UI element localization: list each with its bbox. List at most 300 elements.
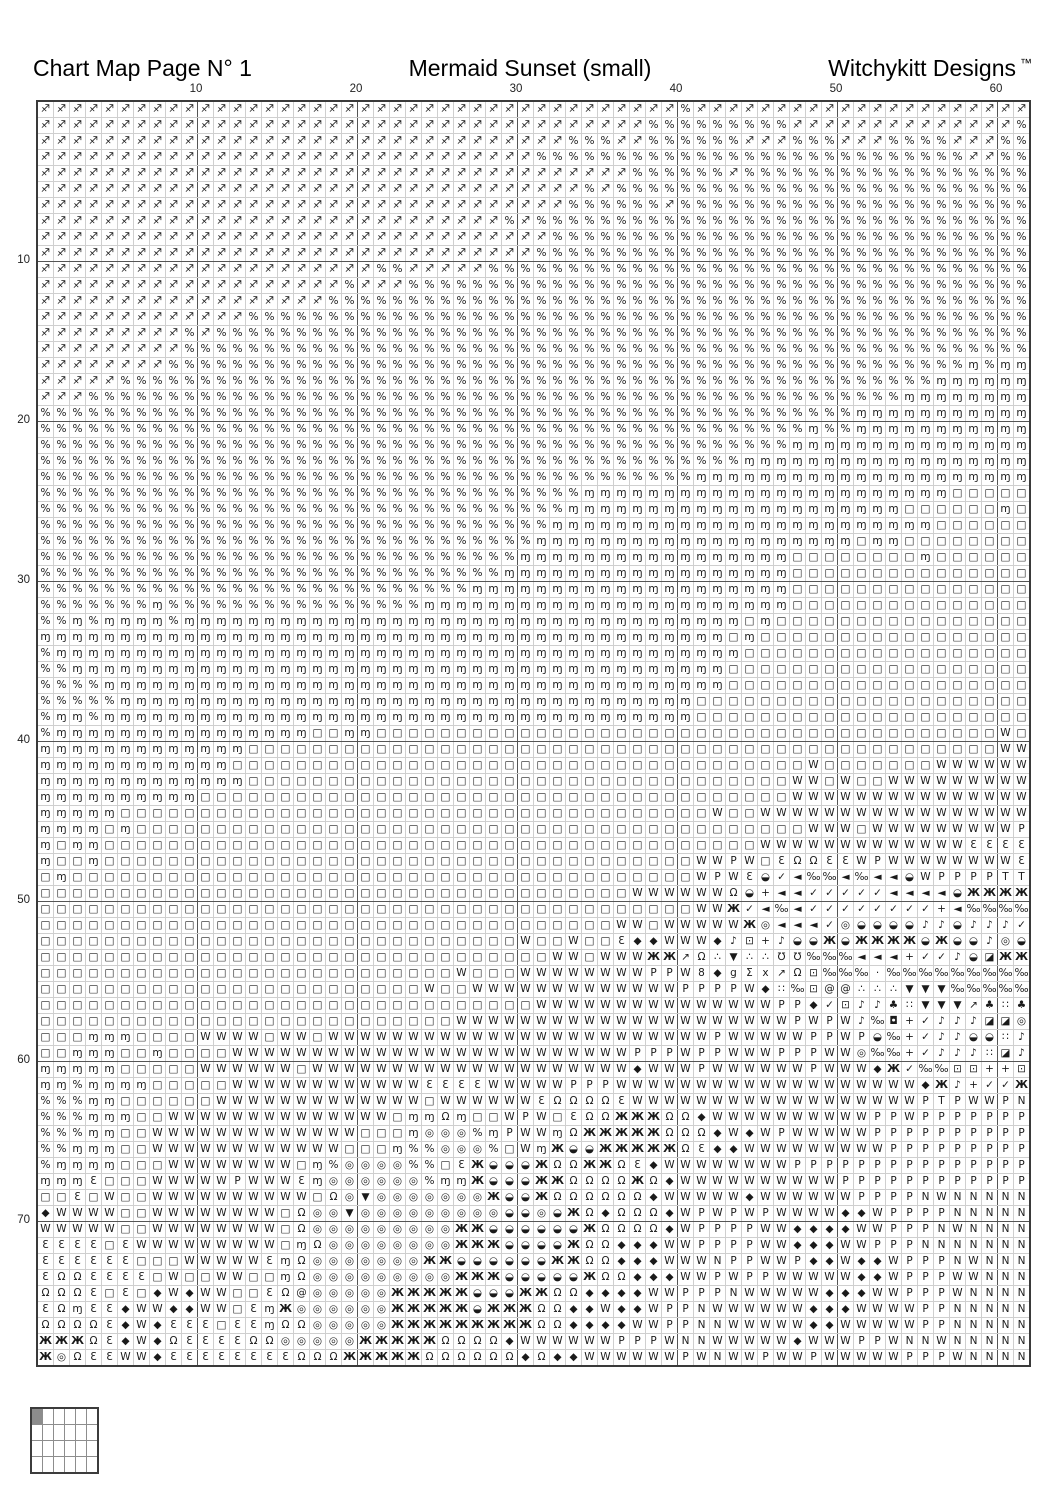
stitch-cell: W: [598, 982, 614, 998]
stitch-cell: ◆: [582, 1318, 598, 1334]
stitch-cell: □: [438, 870, 454, 886]
stitch-cell: ◎: [326, 1206, 342, 1222]
stitch-cell: %: [54, 662, 70, 678]
stitch-cell: □: [150, 1110, 166, 1126]
stitch-cell: ɱ: [294, 630, 310, 646]
stitch-cell: ♐: [70, 326, 86, 342]
stitch-cell: ɱ: [230, 742, 246, 758]
stitch-cell: ɱ: [934, 454, 950, 470]
stitch-cell: □: [230, 870, 246, 886]
stitch-cell: Σ: [742, 966, 758, 982]
stitch-cell: %: [278, 518, 294, 534]
stitch-cell: □: [726, 710, 742, 726]
stitch-cell: ɱ: [822, 518, 838, 534]
stitch-cell: %: [774, 198, 790, 214]
stitch-cell: □: [870, 742, 886, 758]
stitch-cell: %: [838, 422, 854, 438]
stitch-cell: %: [470, 470, 486, 486]
stitch-cell: ɱ: [1014, 374, 1031, 390]
stitch-cell: %: [374, 342, 390, 358]
stitch-cell: ◆: [854, 1206, 870, 1222]
row-label-50: 50: [17, 894, 30, 906]
stitch-cell: Ɛ: [102, 1318, 118, 1334]
stitch-cell: W: [246, 1254, 262, 1270]
stitch-cell: ɱ: [646, 486, 662, 502]
stitch-cell: ♐: [214, 214, 230, 230]
stitch-cell: □: [278, 966, 294, 982]
stitch-cell: ɱ: [470, 614, 486, 630]
stitch-cell: W: [246, 1094, 262, 1110]
stitch-cell: □: [422, 1094, 438, 1110]
stitch-cell: %: [822, 150, 838, 166]
stitch-cell: ◎: [358, 1206, 374, 1222]
stitch-cell: ɱ: [806, 534, 822, 550]
stitch-cell: Ж: [630, 1126, 646, 1142]
stitch-cell: □: [310, 854, 326, 870]
stitch-cell: %: [182, 406, 198, 422]
stitch-cell: %: [358, 534, 374, 550]
stitch-cell: ♐: [37, 118, 54, 134]
stitch-cell: □: [582, 774, 598, 790]
stitch-cell: %: [150, 406, 166, 422]
stitch-cell: □: [1014, 518, 1031, 534]
stitch-cell: W: [886, 822, 902, 838]
stitch-cell: %: [438, 358, 454, 374]
stitch-cell: P: [918, 1270, 934, 1286]
stitch-cell: □: [774, 758, 790, 774]
stitch-cell: W: [534, 1062, 550, 1078]
stitch-cell: ɱ: [70, 1046, 86, 1062]
stitch-cell: %: [694, 198, 710, 214]
stitch-cell: P: [790, 998, 806, 1014]
stitch-cell: %: [758, 182, 774, 198]
stitch-cell: ɱ: [518, 614, 534, 630]
stitch-cell: ‰: [886, 966, 902, 982]
stitch-cell: □: [838, 550, 854, 566]
stitch-cell: □: [246, 1270, 262, 1286]
stitch-cell: □: [902, 598, 918, 614]
stitch-cell: W: [246, 1238, 262, 1254]
stitch-cell: ◆: [646, 1158, 662, 1174]
stitch-cell: %: [70, 1126, 86, 1142]
stitch-cell: ◆: [118, 1318, 134, 1334]
stitch-cell: Ж: [518, 1286, 534, 1302]
stitch-cell: %: [870, 294, 886, 310]
stitch-cell: ɱ: [70, 1062, 86, 1078]
stitch-cell: ɱ: [726, 646, 742, 662]
stitch-cell: ɱ: [550, 550, 566, 566]
stitch-cell: W: [566, 1334, 582, 1350]
stitch-cell: □: [182, 886, 198, 902]
stitch-cell: %: [934, 262, 950, 278]
stitch-cell: ♐: [54, 326, 70, 342]
stitch-cell: %: [422, 534, 438, 550]
stitch-cell: ɱ: [182, 694, 198, 710]
stitch-cell: □: [166, 902, 182, 918]
stitch-cell: %: [918, 262, 934, 278]
stitch-cell: %: [790, 374, 806, 390]
stitch-cell: □: [1014, 534, 1031, 550]
stitch-cell: ɱ: [486, 1126, 502, 1142]
stitch-cell: %: [806, 198, 822, 214]
stitch-cell: %: [294, 422, 310, 438]
stitch-cell: P: [646, 966, 662, 982]
stitch-cell: □: [998, 614, 1014, 630]
stitch-cell: W: [230, 1126, 246, 1142]
stitch-cell: □: [326, 998, 342, 1014]
stitch-cell: %: [758, 342, 774, 358]
stitch-cell: □: [230, 918, 246, 934]
stitch-cell: W: [262, 1142, 278, 1158]
stitch-cell: □: [310, 822, 326, 838]
stitch-cell: □: [742, 678, 758, 694]
stitch-cell: □: [1014, 486, 1031, 502]
stitch-cell: ɱ: [662, 694, 678, 710]
stitch-cell: %: [934, 198, 950, 214]
stitch-cell: %: [838, 182, 854, 198]
stitch-cell: %: [438, 406, 454, 422]
stitch-cell: W: [886, 1078, 902, 1094]
stitch-cell: ♐: [358, 150, 374, 166]
stitch-cell: %: [470, 454, 486, 470]
stitch-cell: %: [86, 406, 102, 422]
stitch-cell: %: [822, 214, 838, 230]
stitch-cell: %: [630, 406, 646, 422]
stitch-cell: %: [726, 294, 742, 310]
stitch-cell: ♐: [454, 118, 470, 134]
stitch-cell: %: [790, 310, 806, 326]
stitch-cell: ♐: [838, 134, 854, 150]
stitch-cell: ▼: [950, 998, 966, 1014]
stitch-cell: %: [646, 374, 662, 390]
stitch-cell: Ɛ: [102, 1270, 118, 1286]
stitch-cell: □: [870, 726, 886, 742]
stitch-cell: %: [86, 438, 102, 454]
stitch-cell: □: [118, 870, 134, 886]
stitch-cell: %: [806, 358, 822, 374]
stitch-cell: □: [246, 758, 262, 774]
stitch-cell: □: [790, 646, 806, 662]
stitch-cell: %: [502, 454, 518, 470]
stitch-cell: □: [342, 870, 358, 886]
stitch-cell: ‰: [806, 950, 822, 966]
stitch-cell: W: [198, 1254, 214, 1270]
stitch-cell: Ω: [550, 1190, 566, 1206]
stitch-cell: □: [630, 790, 646, 806]
stitch-cell: W: [694, 870, 710, 886]
stitch-cell: □: [470, 998, 486, 1014]
stitch-cell: P: [966, 1174, 982, 1190]
stitch-cell: ♐: [166, 246, 182, 262]
stitch-cell: ɱ: [614, 502, 630, 518]
stitch-cell: □: [422, 758, 438, 774]
stitch-cell: ♐: [374, 166, 390, 182]
stitch-cell: □: [486, 966, 502, 982]
stitch-cell: □: [646, 918, 662, 934]
stitch-cell: ◎: [310, 1286, 326, 1302]
stitch-cell: %: [838, 358, 854, 374]
stitch-cell: %: [1014, 166, 1031, 182]
stitch-cell: N: [998, 1286, 1014, 1302]
stitch-cell: ɱ: [486, 662, 502, 678]
stitch-cell: P: [854, 1334, 870, 1350]
stitch-cell: %: [454, 310, 470, 326]
stitch-cell: %: [838, 326, 854, 342]
stitch-cell: ♐: [406, 118, 422, 134]
stitch-cell: %: [230, 390, 246, 406]
stitch-cell: □: [358, 918, 374, 934]
stitch-cell: Ж: [886, 934, 902, 950]
stitch-cell: ɱ: [454, 1174, 470, 1190]
stitch-cell: %: [758, 390, 774, 406]
stitch-cell: %: [518, 422, 534, 438]
stitch-cell: ♐: [230, 294, 246, 310]
stitch-cell: %: [118, 534, 134, 550]
stitch-cell: Ɛ: [966, 838, 982, 854]
stitch-cell: %: [326, 598, 342, 614]
stitch-cell: W: [950, 806, 966, 822]
stitch-cell: %: [166, 598, 182, 614]
stitch-cell: □: [934, 662, 950, 678]
stitch-cell: Ω: [278, 1286, 294, 1302]
stitch-cell: %: [934, 246, 950, 262]
stitch-cell: □: [502, 966, 518, 982]
stitch-cell: ɱ: [198, 614, 214, 630]
stitch-cell: ♐: [118, 214, 134, 230]
stitch-cell: %: [278, 310, 294, 326]
stitch-cell: □: [950, 502, 966, 518]
stitch-cell: ♐: [870, 101, 886, 118]
stitch-cell: %: [902, 374, 918, 390]
stitch-cell: □: [486, 790, 502, 806]
stitch-cell: □: [54, 982, 70, 998]
stitch-cell: □: [534, 902, 550, 918]
stitch-cell: ◆: [150, 1318, 166, 1334]
stitch-cell: □: [294, 838, 310, 854]
stitch-cell: %: [198, 374, 214, 390]
stitch-cell: ɱ: [726, 550, 742, 566]
stitch-cell: %: [582, 454, 598, 470]
stitch-cell: □: [726, 678, 742, 694]
stitch-cell: □: [214, 1046, 230, 1062]
stitch-cell: %: [1014, 342, 1031, 358]
stitch-cell: ɱ: [662, 662, 678, 678]
stitch-cell: ɱ: [998, 390, 1014, 406]
stitch-cell: □: [150, 902, 166, 918]
stitch-cell: ♐: [390, 182, 406, 198]
stitch-cell: W: [630, 1014, 646, 1030]
stitch-cell: %: [806, 150, 822, 166]
stitch-cell: □: [566, 854, 582, 870]
grid-row-13: [37, 294, 1030, 310]
stitch-cell: W: [1014, 742, 1031, 758]
stitch-cell: ♐: [118, 342, 134, 358]
stitch-cell: □: [598, 758, 614, 774]
stitch-cell: W: [214, 1302, 230, 1318]
stitch-cell: □: [438, 822, 454, 838]
stitch-cell: □: [854, 582, 870, 598]
stitch-cell: %: [246, 470, 262, 486]
stitch-cell: %: [102, 502, 118, 518]
stitch-cell: N: [1014, 1286, 1031, 1302]
stitch-cell: %: [358, 582, 374, 598]
stitch-cell: □: [630, 742, 646, 758]
stitch-cell: %: [710, 358, 726, 374]
stitch-cell: ɱ: [870, 534, 886, 550]
stitch-cell: W: [230, 1142, 246, 1158]
stitch-cell: Ж: [470, 1270, 486, 1286]
stitch-cell: □: [278, 902, 294, 918]
stitch-cell: □: [246, 790, 262, 806]
stitch-cell: Ω: [614, 1206, 630, 1222]
stitch-cell: %: [758, 294, 774, 310]
stitch-cell: ♐: [134, 230, 150, 246]
stitch-cell: %: [406, 534, 422, 550]
grid-row-66: [37, 1142, 1030, 1158]
stitch-cell: ♐: [518, 118, 534, 134]
stitch-cell: ɱ: [742, 566, 758, 582]
stitch-cell: ɱ: [902, 390, 918, 406]
stitch-cell: Ж: [630, 1142, 646, 1158]
stitch-cell: %: [918, 326, 934, 342]
stitch-cell: □: [822, 646, 838, 662]
stitch-cell: ɱ: [102, 1110, 118, 1126]
stitch-cell: ♐: [102, 342, 118, 358]
stitch-cell: ◎: [470, 1142, 486, 1158]
stitch-cell: □: [1014, 678, 1031, 694]
stitch-cell: □: [950, 726, 966, 742]
stitch-cell: Ɛ: [230, 1350, 246, 1367]
stitch-cell: ɱ: [566, 646, 582, 662]
stitch-cell: □: [454, 998, 470, 1014]
stitch-cell: ɱ: [470, 694, 486, 710]
stitch-cell: P: [758, 1270, 774, 1286]
stitch-cell: Ω: [614, 1222, 630, 1238]
stitch-cell: P: [1014, 1158, 1031, 1174]
stitch-cell: ♐: [102, 262, 118, 278]
stitch-cell: %: [37, 1126, 54, 1142]
stitch-cell: W: [678, 1222, 694, 1238]
stitch-cell: ɱ: [646, 566, 662, 582]
stitch-cell: ⊡: [806, 982, 822, 998]
stitch-cell: ɱ: [598, 518, 614, 534]
stitch-cell: □: [406, 758, 422, 774]
stitch-cell: □: [86, 950, 102, 966]
stitch-cell: □: [886, 758, 902, 774]
stitch-cell: %: [278, 326, 294, 342]
stitch-cell: ‰: [918, 1062, 934, 1078]
stitch-cell: ɱ: [198, 742, 214, 758]
stitch-cell: □: [358, 790, 374, 806]
stitch-cell: □: [742, 742, 758, 758]
stitch-cell: %: [278, 406, 294, 422]
stitch-cell: ♐: [646, 101, 662, 118]
stitch-cell: ɱ: [486, 646, 502, 662]
stitch-cell: P: [982, 1142, 998, 1158]
stitch-cell: □: [134, 1158, 150, 1174]
stitch-cell: Ω: [294, 1206, 310, 1222]
stitch-cell: □: [438, 918, 454, 934]
stitch-cell: ɱ: [758, 534, 774, 550]
stitch-cell: □: [422, 838, 438, 854]
stitch-cell: W: [294, 1094, 310, 1110]
stitch-cell: %: [198, 438, 214, 454]
stitch-cell: □: [534, 838, 550, 854]
stitch-cell: ♐: [262, 166, 278, 182]
stitch-cell: ♐: [966, 101, 982, 118]
stitch-cell: ɱ: [70, 1158, 86, 1174]
stitch-cell: N: [966, 1318, 982, 1334]
stitch-cell: W: [966, 1094, 982, 1110]
stitch-cell: □: [294, 966, 310, 982]
stitch-cell: %: [214, 486, 230, 502]
stitch-cell: W: [742, 1174, 758, 1190]
stitch-cell: □: [934, 566, 950, 582]
stitch-cell: □: [37, 918, 54, 934]
stitch-cell: %: [918, 134, 934, 150]
stitch-cell: W: [294, 1110, 310, 1126]
stitch-cell: %: [614, 454, 630, 470]
stitch-cell: ◎: [54, 1350, 70, 1367]
stitch-cell: □: [214, 1014, 230, 1030]
stitch-cell: W: [694, 934, 710, 950]
stitch-cell: N: [998, 1222, 1014, 1238]
stitch-cell: %: [70, 678, 86, 694]
stitch-cell: %: [886, 166, 902, 182]
stitch-cell: □: [678, 854, 694, 870]
stitch-cell: ♐: [230, 278, 246, 294]
stitch-cell: P: [742, 1222, 758, 1238]
stitch-cell: W: [662, 1286, 678, 1302]
stitch-cell: ◒: [486, 1174, 502, 1190]
stitch-cell: □: [950, 518, 966, 534]
stitch-cell: %: [134, 406, 150, 422]
stitch-cell: P: [918, 1286, 934, 1302]
stitch-cell: %: [422, 502, 438, 518]
stitch-cell: %: [262, 582, 278, 598]
stitch-cell: %: [998, 342, 1014, 358]
stitch-cell: %: [678, 294, 694, 310]
stitch-cell: %: [54, 598, 70, 614]
stitch-cell: %: [566, 198, 582, 214]
stitch-cell: Ж: [358, 1334, 374, 1350]
stitch-cell: □: [166, 1062, 182, 1078]
stitch-cell: %: [342, 422, 358, 438]
stitch-cell: Ж: [966, 886, 982, 902]
stitch-cell: %: [438, 550, 454, 566]
stitch-cell: □: [518, 742, 534, 758]
stitch-cell: ♐: [182, 278, 198, 294]
stitch-cell: ♐: [166, 214, 182, 230]
stitch-cell: ɱ: [1014, 438, 1031, 454]
stitch-cell: □: [182, 982, 198, 998]
stitch-cell: W: [438, 1094, 454, 1110]
stitch-cell: W: [614, 998, 630, 1014]
stitch-cell: W: [918, 854, 934, 870]
stitch-cell: □: [854, 694, 870, 710]
stitch-cell: □: [982, 534, 998, 550]
stitch-cell: ɱ: [534, 598, 550, 614]
stitch-cell: □: [182, 950, 198, 966]
stitch-cell: W: [518, 1126, 534, 1142]
stitch-cell: □: [950, 550, 966, 566]
stitch-cell: %: [470, 326, 486, 342]
stitch-cell: %: [566, 326, 582, 342]
stitch-cell: □: [406, 982, 422, 998]
stitch-cell: W: [726, 1046, 742, 1062]
stitch-cell: W: [230, 1254, 246, 1270]
stitch-cell: %: [374, 374, 390, 390]
